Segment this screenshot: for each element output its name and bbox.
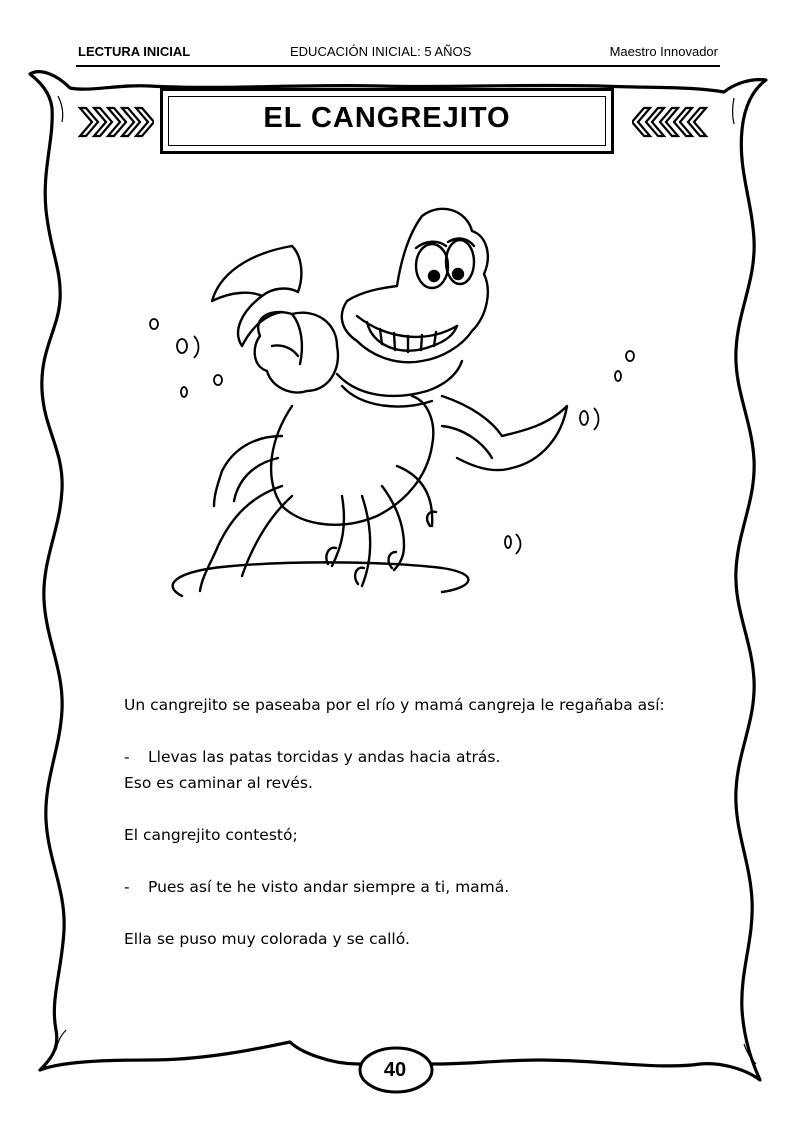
story-line: El cangrejito contestó; — [124, 826, 298, 844]
paragraph-gap — [124, 900, 744, 926]
left-chevrons-icon — [78, 104, 154, 140]
dialogue-line — [124, 874, 744, 900]
story-line: Un cangrejito se paseaba por el río y mamá cangreja le regañaba así: — [124, 696, 665, 714]
title-box — [160, 88, 614, 154]
dialogue-dash: - — [124, 748, 130, 766]
header-left-label: LECTURA INICIAL — [78, 44, 191, 59]
paragraph-gap — [124, 796, 744, 822]
dialogue-line — [124, 744, 744, 770]
story-line: Eso es caminar al revés. — [124, 774, 313, 792]
story-line: Llevas las patas torcidas y andas hacia atrás. — [148, 748, 501, 766]
story-line: Pues así te he visto andar siempre a ti, mamá. — [148, 878, 510, 896]
crab-illustration — [142, 196, 652, 606]
header-center-label: EDUCACIÓN INICIAL: 5 AÑOS — [290, 44, 472, 59]
right-chevrons-icon — [632, 104, 708, 140]
page-number: 40 — [383, 1059, 407, 1081]
header-right-label: Maestro Innovador — [609, 44, 718, 59]
story-line: Ella se puso muy colorada y se calló. — [124, 930, 410, 948]
paragraph-gap — [124, 848, 744, 874]
story-text — [124, 692, 744, 952]
page-title: EL CANGREJITO — [263, 102, 511, 134]
paragraph-gap — [124, 718, 744, 744]
dialogue-dash: - — [124, 878, 130, 896]
